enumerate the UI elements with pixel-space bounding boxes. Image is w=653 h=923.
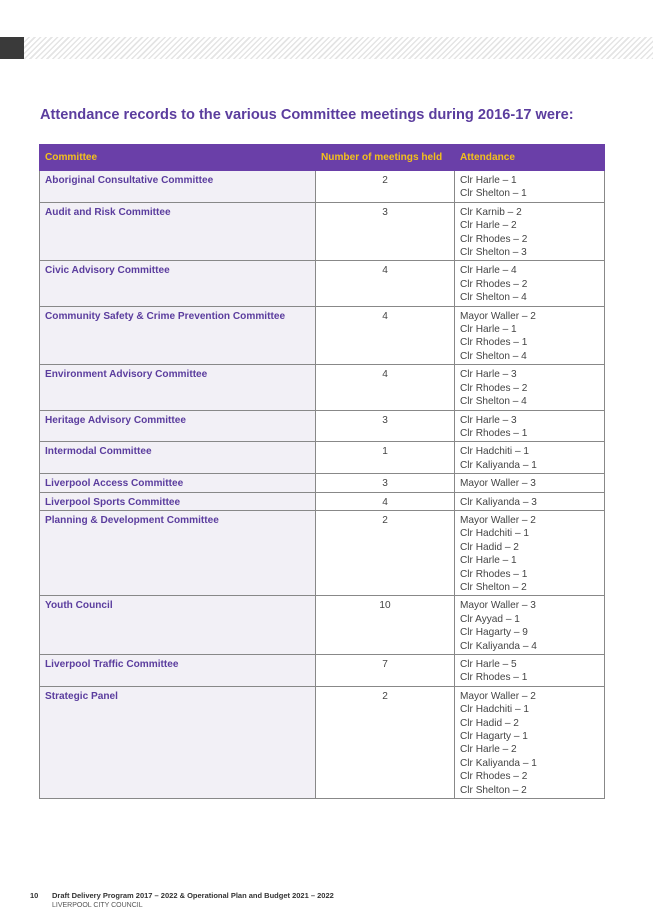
attendance-entry: Clr Karnib – 2	[460, 206, 522, 218]
committee-name-cell: Community Safety & Crime Prevention Committee	[40, 306, 316, 365]
committee-name-cell: Liverpool Access Committee	[40, 474, 316, 492]
decorative-corner-block	[0, 37, 24, 59]
attendance-entry: Clr Kaliyanda – 4	[460, 640, 537, 652]
attendance-cell	[455, 306, 605, 365]
meetings-count-cell: 4	[316, 306, 455, 365]
committee-name-cell: Liverpool Sports Committee	[40, 492, 316, 510]
attendance-entry: Clr Harle – 2	[460, 744, 517, 756]
table-row	[40, 306, 605, 365]
attendance-entry: Clr Shelton – 2	[460, 784, 527, 796]
meetings-count-cell: 2	[316, 171, 455, 203]
attendance-entry: Clr Hadid – 2	[460, 717, 519, 729]
attendance-cell	[455, 510, 605, 595]
attendance-entry: Clr Hagarty – 9	[460, 627, 528, 639]
footer-organisation: LIVERPOOL CITY COUNCIL	[52, 902, 143, 909]
committee-name-cell: Heritage Advisory Committee	[40, 410, 316, 442]
table-row	[40, 686, 605, 798]
column-header-attendance: Attendance	[455, 145, 605, 171]
attendance-entry: Clr Rhodes – 1	[460, 427, 528, 439]
meetings-count-cell: 3	[316, 474, 455, 492]
attendance-entry: Clr Shelton – 4	[460, 396, 527, 408]
attendance-cell	[455, 171, 605, 203]
attendance-entry: Clr Rhodes – 2	[460, 278, 528, 290]
meetings-count-cell: 2	[316, 686, 455, 798]
attendance-entry: Clr Harle – 1	[460, 175, 517, 186]
table-row	[40, 202, 605, 261]
attendance-cell	[455, 474, 605, 492]
committee-name-cell: Aboriginal Consultative Committee	[40, 171, 316, 203]
attendance-cell	[455, 365, 605, 410]
committee-name-cell: Environment Advisory Committee	[40, 365, 316, 410]
table-row	[40, 442, 605, 474]
attendance-cell	[455, 261, 605, 306]
attendance-cell	[455, 596, 605, 655]
attendance-entry: Clr Rhodes – 1	[460, 672, 528, 684]
table-row	[40, 596, 605, 655]
attendance-entry: Clr Rhodes – 2	[460, 233, 528, 245]
page-number: 10	[30, 891, 39, 900]
attendance-entry: Clr Hadid – 2	[460, 541, 519, 553]
attendance-cell	[455, 686, 605, 798]
attendance-entry: Clr Harle – 1	[460, 324, 517, 336]
table-body	[40, 171, 605, 799]
attendance-cell	[455, 442, 605, 474]
table-row	[40, 261, 605, 306]
attendance-entry: Clr Shelton – 3	[460, 247, 527, 259]
committee-name-cell: Youth Council	[40, 596, 316, 655]
attendance-entry: Clr Rhodes – 1	[460, 337, 528, 349]
meetings-count-cell: 3	[316, 410, 455, 442]
attendance-entry: Clr Shelton – 2	[460, 581, 527, 593]
table-row	[40, 410, 605, 442]
attendance-entry: Clr Hadchiti – 1	[460, 528, 530, 540]
committee-name-cell: Audit and Risk Committee	[40, 202, 316, 261]
committee-name-cell: Liverpool Traffic Committee	[40, 655, 316, 687]
attendance-entry: Mayor Waller – 2	[460, 690, 536, 702]
meetings-count-cell: 2	[316, 510, 455, 595]
attendance-cell	[455, 410, 605, 442]
attendance-entry: Clr Harle – 3	[460, 369, 517, 381]
attendance-table	[39, 144, 605, 799]
meetings-count-cell: 3	[316, 202, 455, 261]
attendance-entry: Clr Rhodes – 2	[460, 771, 528, 783]
committee-name-cell: Civic Advisory Committee	[40, 261, 316, 306]
committee-name-cell: Planning & Development Committee	[40, 510, 316, 595]
committee-name-cell: Strategic Panel	[40, 686, 316, 798]
attendance-entry: Clr Harle – 3	[460, 414, 517, 426]
meetings-count-cell: 7	[316, 655, 455, 687]
meetings-count-cell: 10	[316, 596, 455, 655]
table-row	[40, 365, 605, 410]
column-header-meetings: Number of meetings held	[316, 145, 455, 171]
attendance-entry: Clr Kaliyanda – 1	[460, 757, 537, 769]
attendance-entry: Mayor Waller – 2	[460, 310, 536, 322]
meetings-count-cell: 4	[316, 365, 455, 410]
committee-name-cell: Intermodal Committee	[40, 442, 316, 474]
meetings-count-cell: 4	[316, 261, 455, 306]
attendance-entry: Mayor Waller – 2	[460, 514, 536, 526]
table-row	[40, 655, 605, 687]
attendance-entry: Clr Harle – 4	[460, 265, 517, 277]
attendance-cell	[455, 492, 605, 510]
attendance-entry: Clr Hadchiti – 1	[460, 704, 530, 716]
attendance-entry: Clr Hagarty – 1	[460, 731, 528, 743]
table-row	[40, 492, 605, 510]
attendance-entry: Mayor Waller – 3	[460, 600, 536, 612]
attendance-entry: Clr Rhodes – 1	[460, 568, 528, 580]
attendance-entry: Clr Kaliyanda – 1	[460, 459, 537, 471]
decorative-pattern-band	[0, 37, 653, 59]
table-row	[40, 510, 605, 595]
attendance-entry: Clr Shelton – 1	[460, 188, 527, 200]
attendance-entry: Clr Hadchiti – 1	[460, 446, 530, 458]
attendance-entry: Clr Shelton – 4	[460, 350, 527, 362]
footer-document-title: Draft Delivery Program 2017 – 2022 & Operational Plan and Budget 2021 – 2022	[52, 891, 334, 900]
table-row	[40, 171, 605, 203]
table-header-row	[40, 145, 605, 171]
page-title: Attendance records to the various Committee meetings during 2016-17 were:	[40, 107, 574, 123]
attendance-entry: Clr Harle – 5	[460, 659, 517, 670]
attendance-cell	[455, 655, 605, 687]
attendance-entry: Clr Harle – 1	[460, 555, 517, 567]
meetings-count-cell: 1	[316, 442, 455, 474]
attendance-entry: Clr Ayyad – 1	[460, 613, 520, 625]
meetings-count-cell: 4	[316, 492, 455, 510]
attendance-cell	[455, 202, 605, 261]
attendance-entry: Clr Harle – 2	[460, 220, 517, 232]
attendance-entry: Clr Shelton – 4	[460, 292, 527, 304]
attendance-entry: Mayor Waller – 3	[460, 478, 536, 490]
attendance-entry: Clr Rhodes – 2	[460, 382, 528, 394]
attendance-entry: Clr Kaliyanda – 3	[460, 496, 537, 508]
column-header-committee: Committee	[40, 145, 316, 171]
table-row	[40, 474, 605, 492]
